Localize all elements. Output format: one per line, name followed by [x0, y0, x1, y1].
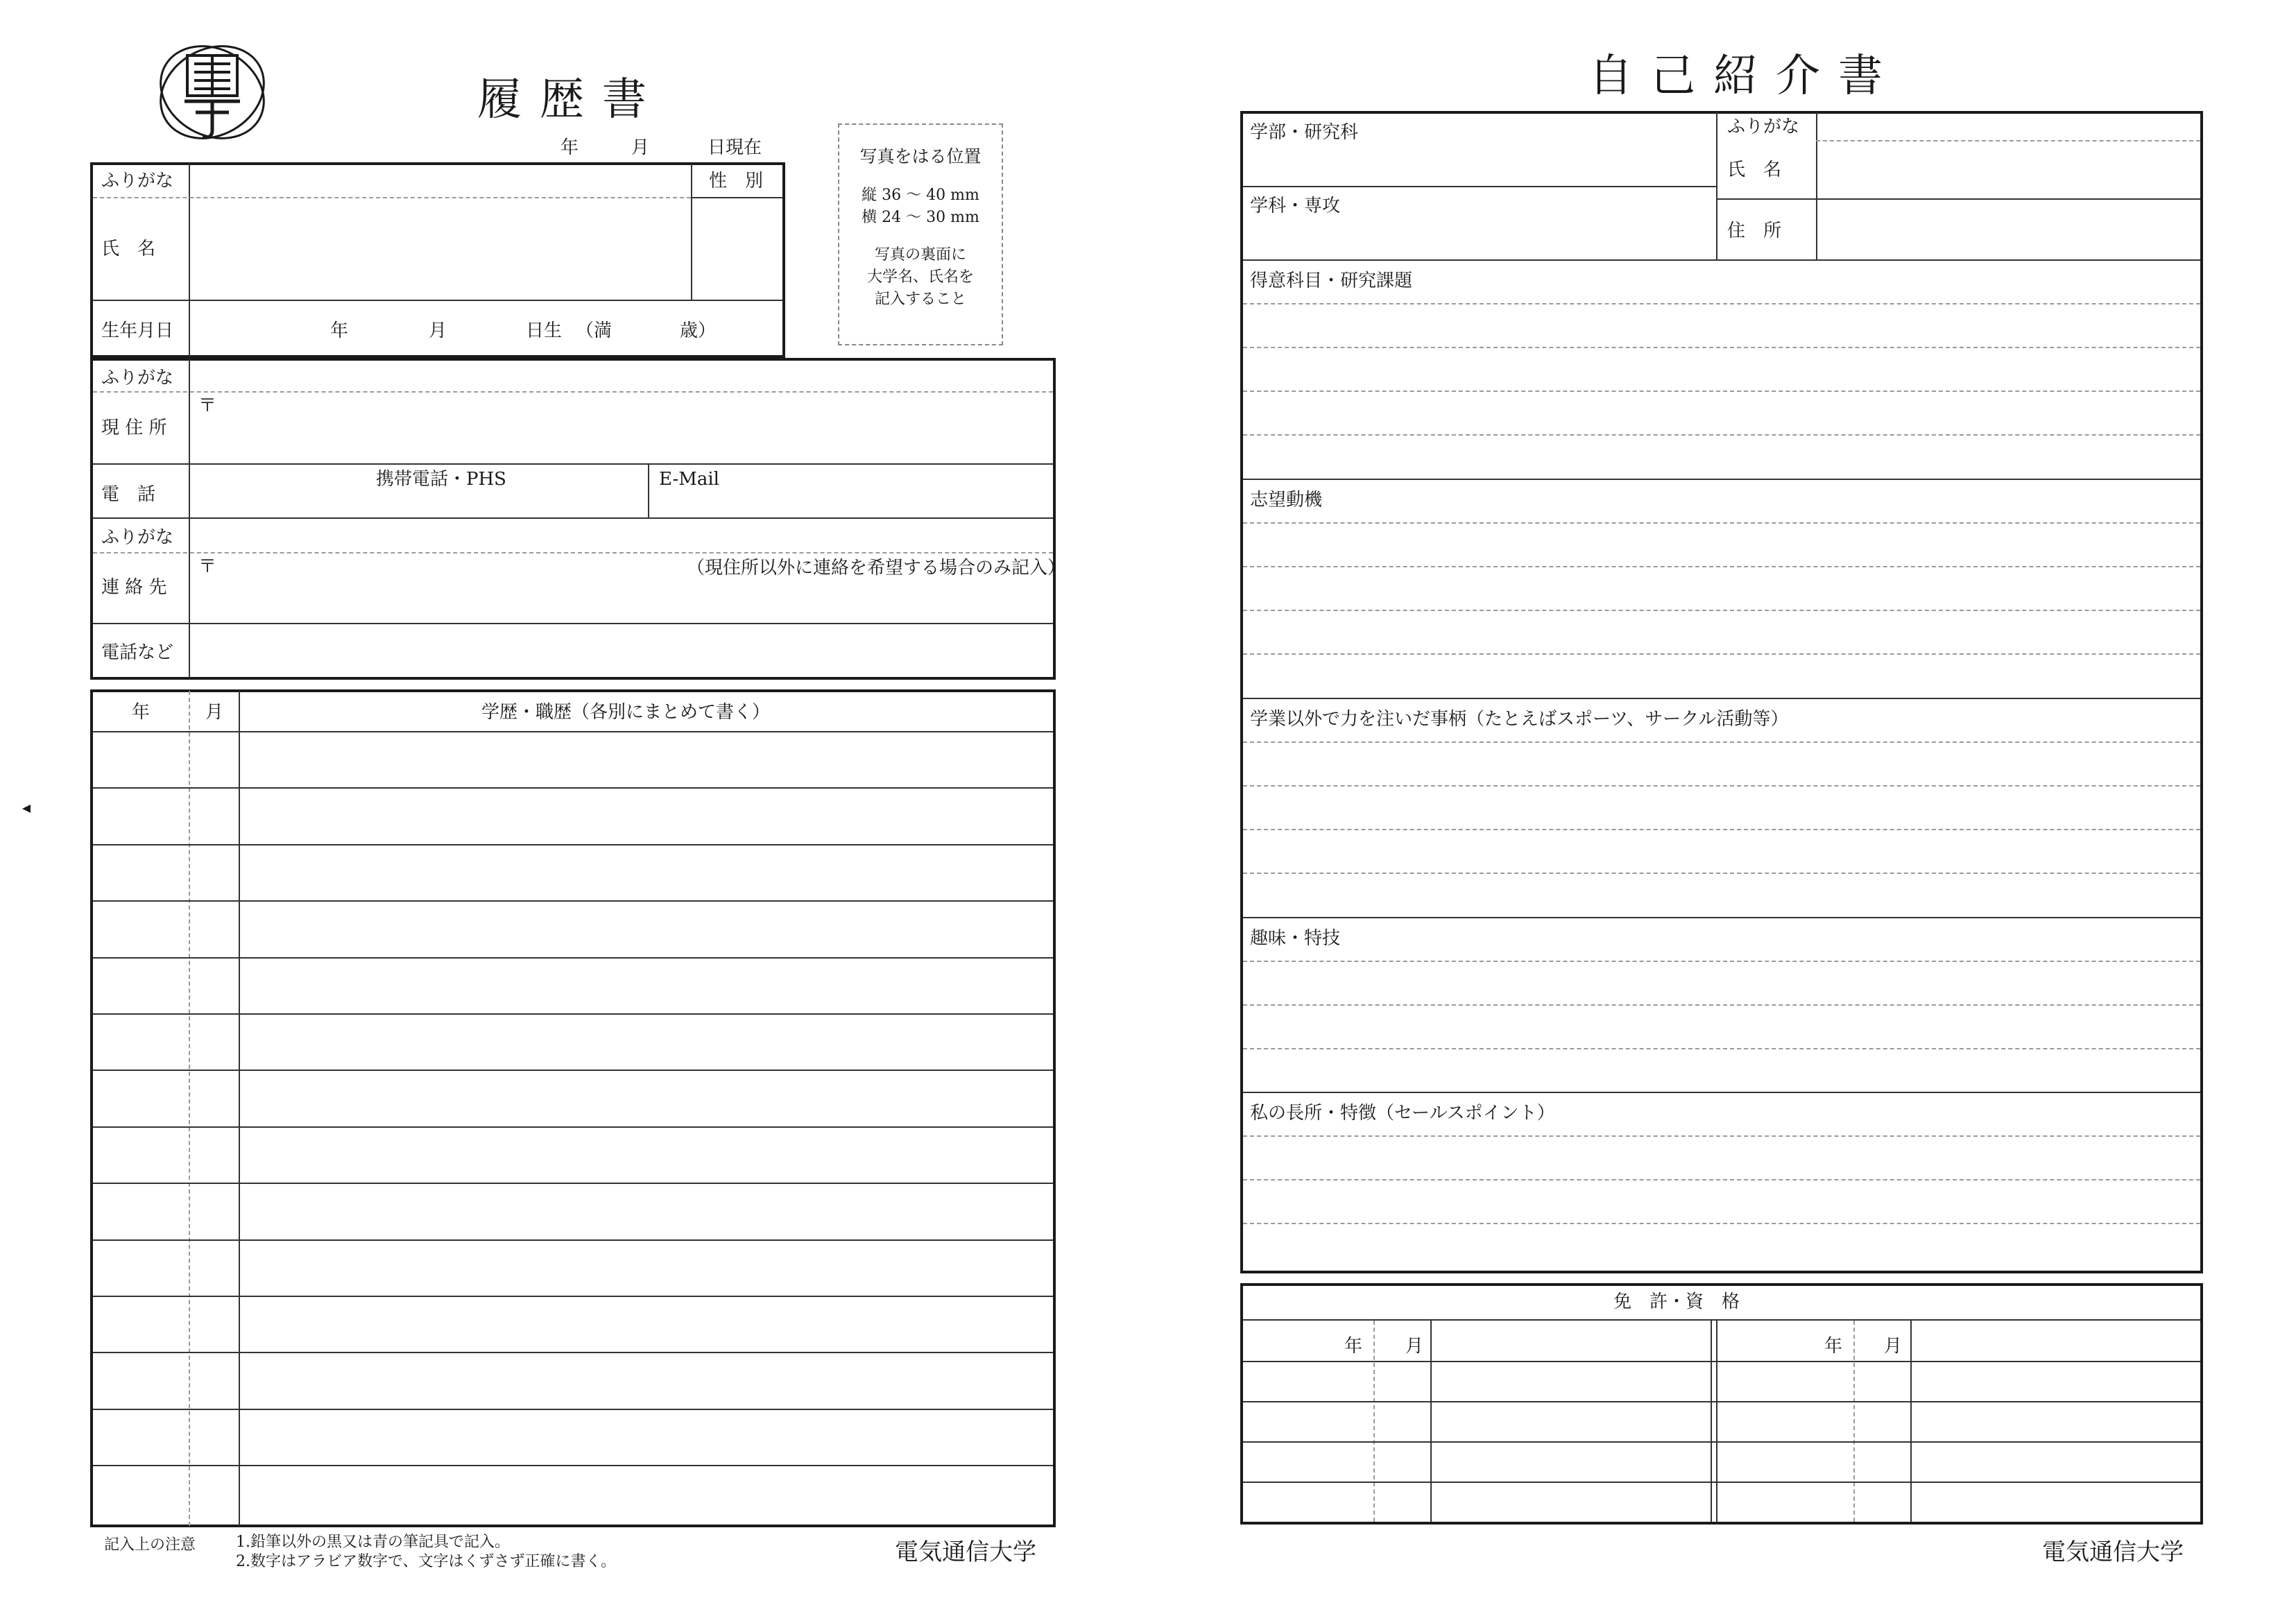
history-row[interactable] [93, 959, 1053, 1012]
history-month-header: 月 [205, 702, 224, 723]
history-row[interactable] [93, 1128, 1053, 1181]
right-furigana-label: ふりがな [1727, 117, 1800, 137]
birthdate-label: 生年月日 [101, 320, 174, 341]
strong-subjects-section-label: 得意科目・研究課題 [1250, 270, 1413, 291]
notes-label: 記入上の注意 [104, 1536, 196, 1554]
contact-postal-mark: 〒 [198, 556, 217, 577]
name-furigana-field[interactable] [191, 165, 688, 196]
license-month-header-left: 月 [1405, 1336, 1424, 1357]
name-label: 氏 名 [101, 239, 156, 259]
strengths-section-field[interactable] [1243, 1131, 2200, 1271]
date-as-of-label: 日現在 [708, 137, 762, 158]
mobile-phone-field[interactable] [191, 466, 646, 516]
license-year-header-left: 年 [1344, 1336, 1363, 1357]
extracurricular-section-field[interactable] [1243, 737, 2200, 914]
gender-label: 性 別 [709, 171, 764, 191]
contact-furigana-field[interactable] [191, 520, 1053, 551]
date-year-label: 年 [560, 137, 579, 158]
contact-furigana-label: ふりがな [101, 527, 174, 548]
current-address-field[interactable] [191, 394, 1053, 462]
history-row[interactable] [93, 1241, 1053, 1294]
license-row-left[interactable] [1244, 1443, 1709, 1480]
date-month-label: 月 [631, 137, 650, 158]
gender-field[interactable] [694, 200, 781, 298]
history-row[interactable] [93, 845, 1053, 899]
furigana-label: ふりがな [101, 171, 174, 191]
history-row[interactable] [93, 1071, 1053, 1124]
strong-subjects-section-field[interactable] [1243, 298, 2200, 476]
notes-line-2: 2.数字はアラビア数字で、文字はくずさず正確に書く。 [236, 1553, 617, 1570]
right-address-field[interactable] [1819, 201, 2200, 258]
self-intro-title: 自己紹介書 [1588, 51, 1901, 102]
birth-day-label: 日生 [526, 320, 563, 341]
license-row-left[interactable] [1244, 1402, 1709, 1440]
license-row-left[interactable] [1244, 1483, 1709, 1520]
photo-instruction-1: 写真の裏面に [874, 246, 966, 264]
name-field[interactable] [191, 200, 688, 298]
history-row[interactable] [93, 1353, 1053, 1407]
extracurricular-section-label: 学業以外で力を注いだ事柄（たとえばスポーツ、サークル活動等） [1250, 709, 1789, 730]
faculty-label: 学部・研究科 [1250, 122, 1359, 143]
age-close-label: 歳） [680, 320, 717, 341]
motivation-section-label: 志望動機 [1250, 490, 1323, 510]
contact-phone-field[interactable] [191, 626, 1053, 677]
license-row-right[interactable] [1719, 1362, 2200, 1400]
address-furigana-field[interactable] [191, 361, 1053, 390]
phone-label: 電 話 [101, 484, 156, 505]
hobbies-section-label: 趣味・特技 [1250, 928, 1341, 949]
contact-note: （現住所以外に連絡を希望する場合のみ記入） [687, 558, 1066, 578]
photo-size-vertical: 縦 36 ～ 40 mm [862, 187, 979, 205]
photo-placement-box [838, 123, 1003, 345]
contact-address-label: 連 絡 先 [101, 577, 167, 598]
history-row[interactable] [93, 902, 1053, 955]
history-year-header: 年 [132, 702, 151, 723]
history-row[interactable] [93, 1184, 1053, 1237]
triangle-marker-icon [21, 803, 32, 814]
history-row[interactable] [93, 1410, 1053, 1463]
contact-phone-label: 電話など [101, 642, 174, 663]
mobile-phone-label: 携帯電話・PHS [376, 469, 506, 490]
email-label: E-Mail [659, 469, 720, 490]
photo-heading: 写真をはる位置 [859, 146, 982, 166]
license-row-left[interactable] [1244, 1362, 1709, 1400]
history-content-header: 学歴・職歴（各別にまとめて書く） [481, 702, 771, 723]
right-name-field[interactable] [1819, 143, 2200, 197]
email-field[interactable] [651, 466, 1053, 516]
age-open-label: （満 [576, 320, 612, 341]
right-address-label: 住 所 [1727, 221, 1782, 241]
university-logo [154, 40, 271, 144]
license-row-right[interactable] [1719, 1483, 2200, 1520]
history-row[interactable] [93, 1466, 1053, 1520]
history-row[interactable] [93, 1015, 1053, 1068]
university-name-right: 電気通信大学 [2042, 1538, 2184, 1566]
faculty-field[interactable] [1243, 114, 1715, 184]
history-row[interactable] [93, 732, 1053, 786]
birth-month-label: 月 [429, 320, 447, 341]
photo-size-horizontal: 横 24 ～ 30 mm [862, 209, 979, 227]
motivation-section-field[interactable] [1243, 517, 2200, 695]
notes-line-1: 1.鉛筆以外の黒又は青の筆記具で記入。 [236, 1534, 510, 1551]
right-furigana-field[interactable] [1819, 114, 2200, 139]
history-row[interactable] [93, 1297, 1053, 1350]
address-furigana-label: ふりがな [101, 368, 174, 388]
license-month-header-right: 月 [1884, 1336, 1903, 1357]
department-field[interactable] [1243, 189, 1715, 258]
resume-title: 履歴書 [477, 74, 665, 126]
photo-instruction-2: 大学名、氏名を [866, 268, 974, 286]
license-row-right[interactable] [1719, 1402, 2200, 1440]
license-row-right[interactable] [1719, 1443, 2200, 1480]
license-year-header-right: 年 [1824, 1336, 1843, 1357]
hobbies-section-field[interactable] [1243, 956, 2200, 1089]
current-address-label: 現 住 所 [101, 418, 167, 438]
strengths-section-label: 私の長所・特徴（セールスポイント） [1250, 1103, 1555, 1124]
postal-mark: 〒 [198, 395, 217, 416]
university-name-left: 電気通信大学 [895, 1538, 1036, 1566]
birth-year-label: 年 [330, 320, 349, 341]
photo-instruction-3: 記入すること [874, 290, 966, 308]
right-name-label: 氏 名 [1727, 160, 1782, 180]
license-heading: 免 許・資 格 [1613, 1291, 1740, 1312]
contact-address-field[interactable] [191, 555, 1053, 621]
history-row[interactable] [93, 789, 1053, 842]
department-label: 学科・専攻 [1250, 196, 1341, 216]
